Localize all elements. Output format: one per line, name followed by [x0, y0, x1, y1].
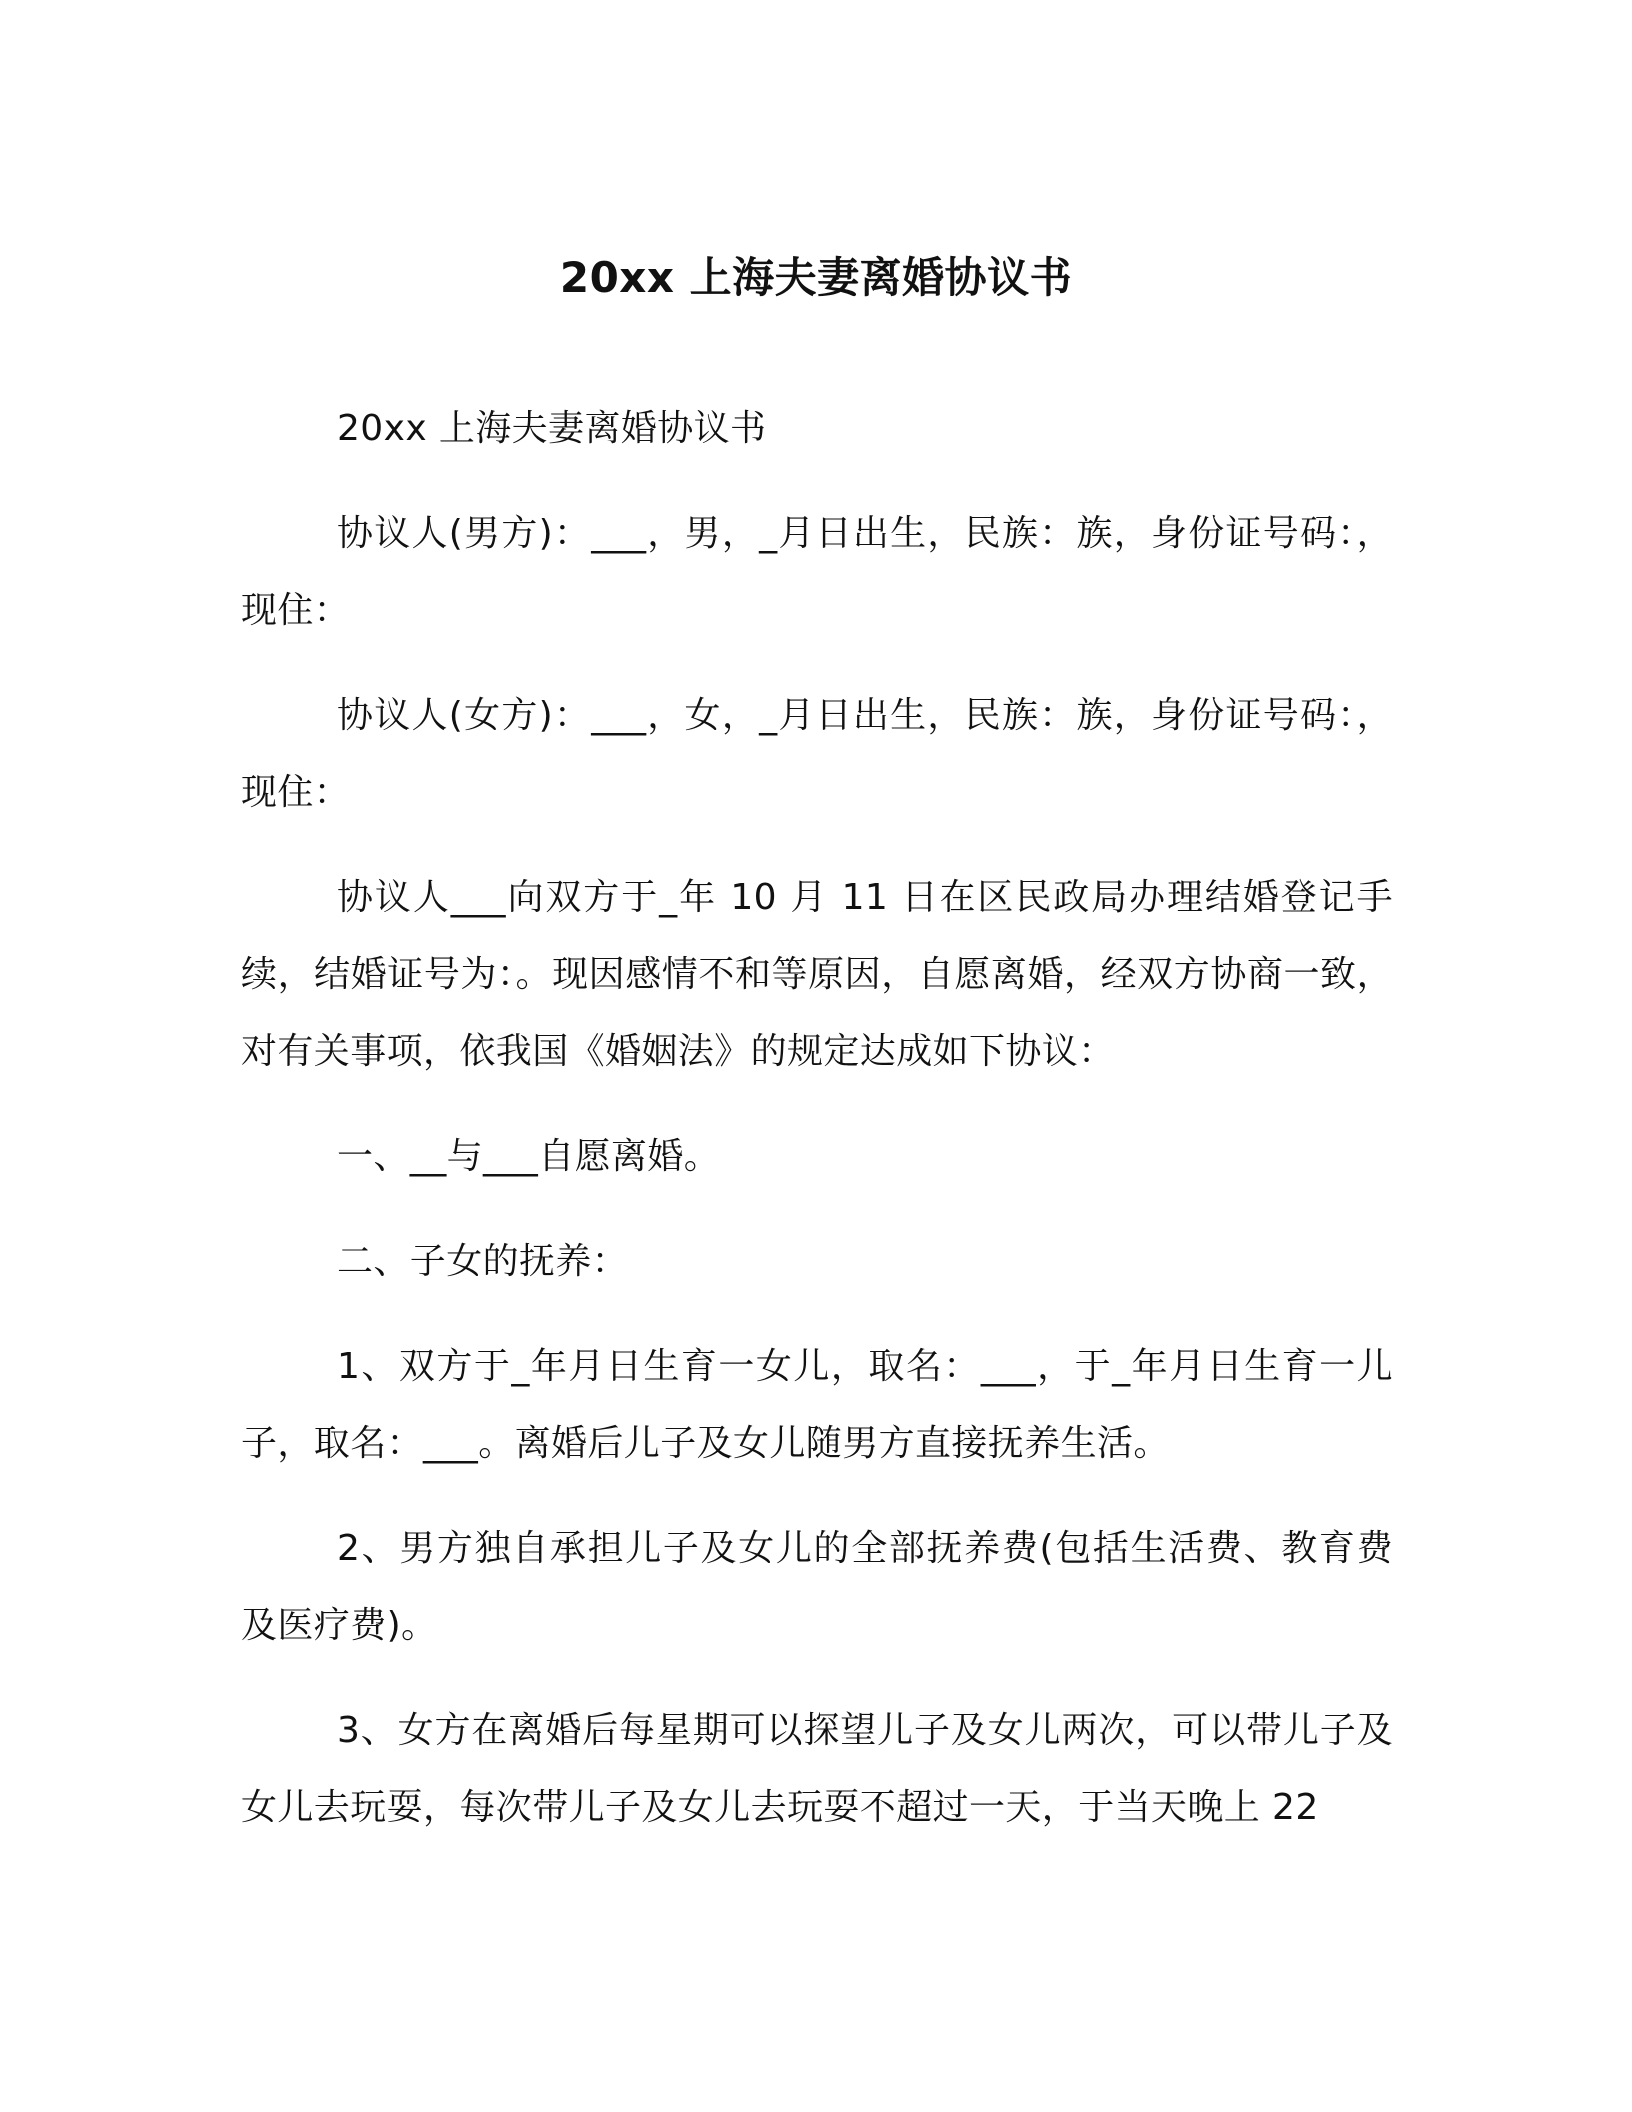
document-title: 20xx 上海夫妻离婚协议书	[559, 253, 1073, 303]
paragraph-preamble: 协议人___向双方于_年 10 月 11 日在区民政局办理结婚登记手续，结婚证号为：。现因感情不和等原因，自愿离婚，经双方协商一致，对有关事项，依我国《婚姻法》的规定达成如下协议：	[241, 877, 1393, 1072]
paragraph-clause-2-item-2: 2、男方独自承担儿子及女儿的全部抚养费(包括生活费、教育费及医疗费)。	[241, 1528, 1393, 1646]
paragraph-clause-2-item-3: 3、女方在离婚后每星期可以探望儿子及女儿两次，可以带儿子及女儿去玩耍，每次带儿子及女儿去玩耍不超过一天，于当天晚上 22	[241, 1710, 1393, 1828]
paragraph-clause-2-item-1: 1、双方于_年月日生育一女儿，取名：___，于_年月日生育一儿子，取名：___。离婚后儿子及女儿随男方直接抚养生活。	[241, 1346, 1393, 1464]
paragraph-clause-2-heading: 二、子女的抚养：	[337, 1241, 629, 1282]
paragraph-party-female: 协议人(女方)：___，女，_月日出生，民族：族，身份证号码：，现住：	[241, 695, 1393, 813]
document-body	[241, 390, 1393, 1846]
paragraph-clause-1: 一、__与___自愿离婚。	[337, 1136, 721, 1177]
paragraph-party-male: 协议人(男方)：___，男，_月日出生，民族：族，身份证号码：，现住：	[241, 513, 1393, 631]
paragraph-subtitle: 20xx 上海夫妻离婚协议书	[337, 408, 767, 449]
